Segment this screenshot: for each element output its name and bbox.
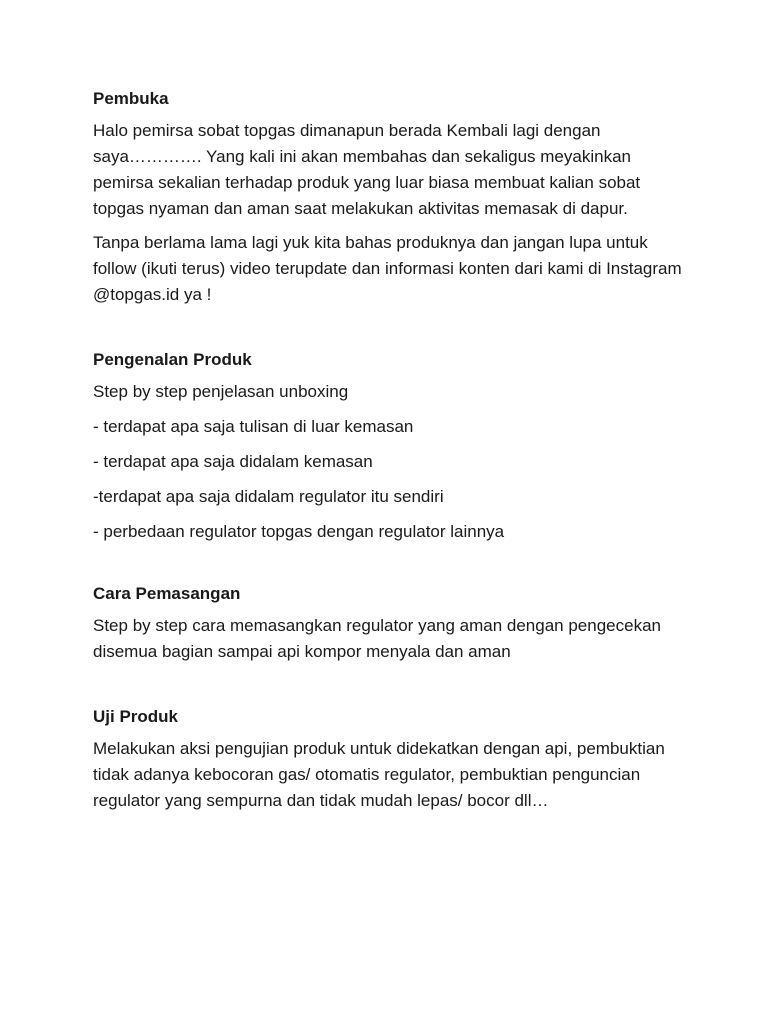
- section-uji-produk: [93, 704, 693, 814]
- list-item: -terdapat apa saja didalam regulator itu sendiri: [93, 487, 444, 506]
- section-spacer: [93, 554, 693, 581]
- section-spacer: [93, 673, 693, 704]
- document-page: [93, 86, 693, 822]
- paragraph-intro: Halo pemirsa sobat topgas dimanapun berada Kembali lagi dengan saya…………. Yang kali ini akan membahas dan sekaligus meyakinkan pemirsa sekalian terhadap produk yang luar biasa membuat kalian sobat topgas nyaman dan aman saat melakukan aktivitas memasak di dapur.: [93, 121, 641, 218]
- section-heading-pembuka: Pembuka: [93, 89, 169, 108]
- section-pengenalan-produk: [93, 347, 693, 545]
- paragraph-pemasangan: Step by step cara memasangkan regulator yang aman dengan pengecekan disemua bagian sampai api kompor menyala dan aman: [93, 616, 661, 661]
- list-item: - perbedaan regulator topgas dengan regulator lainnya: [93, 522, 505, 541]
- section-spacer: [93, 316, 693, 347]
- section-cara-pemasangan: [93, 581, 693, 665]
- section-heading-pemasangan: Cara Pemasangan: [93, 584, 241, 603]
- section-heading-uji: Uji Produk: [93, 707, 179, 726]
- paragraph-follow: Tanpa berlama lama lagi yuk kita bahas produknya dan jangan lupa untuk follow (ikuti terus) video terupdate dan informasi konten dari kami di Instagram @topgas.id ya !: [93, 233, 682, 304]
- list-item: - terdapat apa saja didalam kemasan: [93, 452, 373, 471]
- list-item: Step by step penjelasan unboxing: [93, 382, 349, 401]
- section-pembuka: [93, 86, 693, 308]
- section-heading-pengenalan: Pengenalan Produk: [93, 350, 252, 369]
- list-item: - terdapat apa saja tulisan di luar kemasan: [93, 417, 414, 436]
- paragraph-uji: Melakukan aksi pengujian produk untuk didekatkan dengan api, pembuktian tidak adanya kebocoran gas/ otomatis regulator, pembuktian penguncian regulator yang sempurna dan tidak mudah lepas/ bocor dll…: [93, 739, 665, 810]
